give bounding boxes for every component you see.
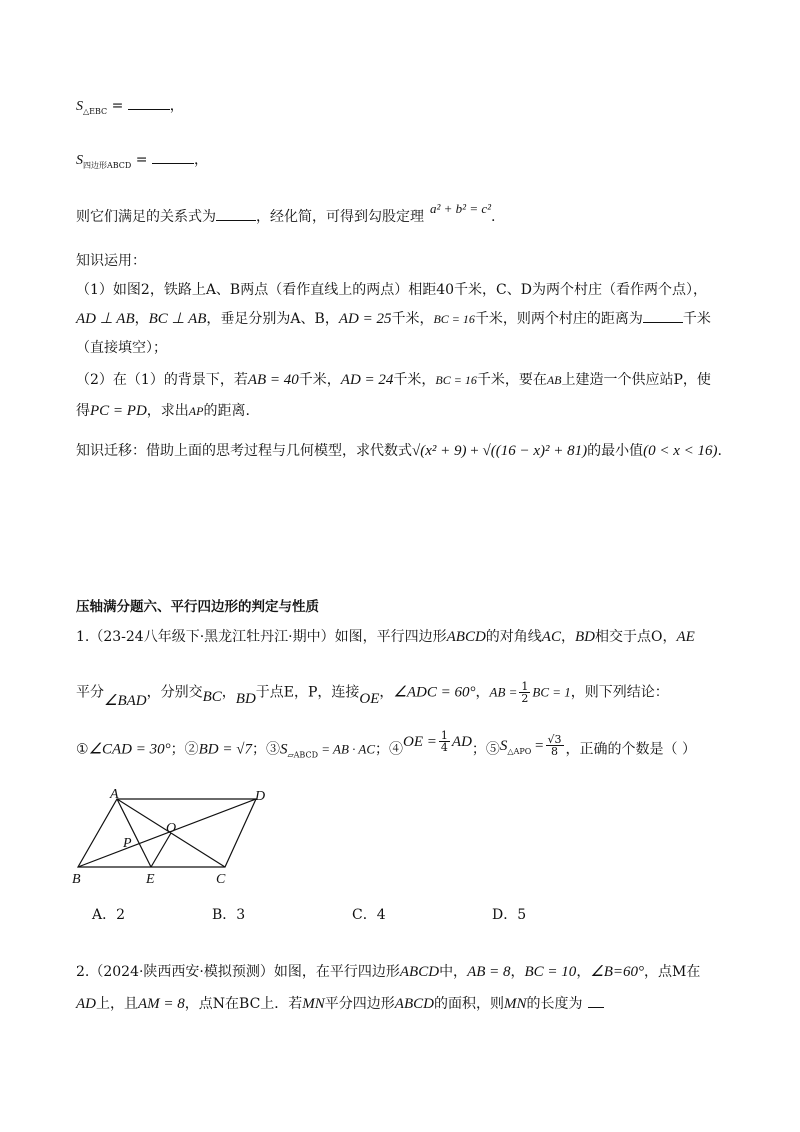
- math: ∠ADC = 60°: [393, 684, 476, 701]
- equals: =: [107, 98, 128, 114]
- pythagorean-formula: a² + b² = c²: [430, 201, 492, 216]
- math: S: [499, 737, 508, 754]
- text: （2）在（1）的背景下，若: [76, 372, 248, 388]
- math: AD: [76, 996, 96, 1012]
- text: ，点N在BC上．若: [184, 996, 303, 1012]
- area-symbol: S: [76, 153, 83, 168]
- text: 中，: [439, 964, 468, 980]
- math: ∠BAD: [104, 692, 147, 709]
- text: 的对角线: [485, 629, 542, 645]
- denominator: 4: [440, 741, 448, 754]
- text: 千米，: [298, 372, 341, 388]
- comma: ，: [169, 98, 184, 114]
- text: 千米: [682, 311, 711, 327]
- math: AE: [676, 629, 695, 645]
- text: 的长度为: [526, 996, 583, 1012]
- range: (0 < x < 16): [643, 443, 718, 459]
- text: ，: [510, 964, 525, 980]
- comma: ，: [193, 152, 208, 168]
- math: BC = 10: [524, 964, 577, 980]
- math: BC ⊥ AB: [148, 311, 207, 327]
- math: AB = 8: [467, 964, 511, 980]
- text: 的面积，则: [433, 996, 504, 1012]
- choice-d[interactable]: D．5: [492, 907, 527, 923]
- p1-line-c: [76, 729, 696, 766]
- knowledge-application-heading: 知识运用：: [76, 253, 146, 269]
- math: AD = 25: [338, 311, 392, 327]
- q1-line-b: [76, 309, 711, 329]
- text: 平分四边形: [324, 996, 395, 1012]
- text: 的距离.: [203, 403, 250, 419]
- text: ，分别交: [146, 684, 203, 701]
- text: 1.（23-24八年级下·黑龙江牡丹江·期中）如图，平行四边形: [76, 629, 447, 645]
- math: = AB · AC: [318, 741, 376, 757]
- equals: =: [131, 152, 152, 168]
- p1-line-a: [76, 627, 695, 647]
- subscript: △APO: [507, 746, 532, 756]
- label-e: E: [146, 872, 155, 886]
- text: ①: [76, 741, 89, 758]
- section-heading: 压轴满分题六、平行四边形的判定与性质: [76, 599, 319, 615]
- label-b: B: [72, 872, 81, 886]
- text: 千米，则两个村庄的距离为: [474, 311, 643, 327]
- area-abcd-line: [76, 150, 208, 176]
- math: ABCD: [399, 964, 440, 980]
- label-o: O: [166, 821, 177, 836]
- math: AD: [451, 733, 472, 750]
- text: ，则下列结论：: [570, 684, 669, 701]
- denominator: 8: [551, 745, 559, 758]
- text: 千米，: [391, 311, 434, 327]
- area-subscript: 四边形ABCD: [83, 161, 132, 170]
- math: AB =: [489, 684, 518, 700]
- text: 千米，要在: [476, 372, 547, 388]
- text: ；⑤: [471, 741, 500, 758]
- math: S: [280, 741, 288, 758]
- relation-prefix: 则它们满足的关系式为: [76, 209, 216, 225]
- math: AC: [541, 629, 561, 645]
- relation-line: [76, 201, 496, 227]
- math: MN: [302, 996, 325, 1012]
- math: AM = 8: [138, 996, 185, 1012]
- math: MN: [503, 996, 527, 1012]
- text: ；②: [170, 741, 199, 758]
- area-subscript: △EBC: [83, 107, 108, 116]
- period: .: [491, 209, 496, 225]
- text: ，正确的个数是（ ）: [565, 741, 696, 758]
- answer-blank[interactable]: [588, 995, 604, 1008]
- math: AD = 24: [340, 372, 394, 388]
- math: ∠CAD = 30°: [88, 741, 171, 758]
- denominator: 2: [521, 692, 529, 705]
- math: BD: [235, 690, 256, 707]
- math: BC: [202, 688, 222, 705]
- text: 上，且: [96, 996, 138, 1012]
- text: ，: [379, 684, 394, 701]
- area-symbol: S: [76, 99, 83, 114]
- math: OE =: [403, 733, 437, 750]
- text: 平分: [76, 684, 104, 701]
- math: ABCD: [446, 629, 486, 645]
- text: 于点E，P，连接: [255, 684, 360, 701]
- relation-mid: ，经化简，可得到勾股定理: [256, 209, 424, 225]
- math: =: [531, 737, 544, 754]
- plus: +: [466, 443, 483, 459]
- transfer-line: [76, 441, 722, 461]
- label-a: A: [110, 787, 119, 802]
- numerator: 1: [440, 729, 448, 742]
- math: BC = 1: [532, 684, 571, 700]
- text: ；④: [375, 741, 404, 758]
- text: 上建造一个供应站P，使: [561, 372, 711, 388]
- radical-2: √((16 − x)² + 81): [482, 443, 588, 459]
- numerator: √3: [547, 733, 562, 746]
- math: BC = 16: [433, 312, 475, 326]
- p2-line-b: [76, 994, 604, 1014]
- answer-blank[interactable]: [216, 208, 256, 221]
- period: .: [717, 443, 722, 459]
- math: AP: [188, 404, 204, 418]
- radical-1: √(x² + 9): [412, 443, 467, 459]
- fraction-sqrt3-8: [546, 734, 564, 757]
- text: 2.（2024·陕西西安·模拟预测）如图，在平行四边形: [76, 964, 400, 980]
- answer-blank[interactable]: [128, 97, 170, 110]
- p1-line-b: [76, 680, 669, 709]
- choice-b[interactable]: B．3: [212, 907, 246, 923]
- math: AD ⊥ AB: [76, 311, 135, 327]
- math: OE: [359, 690, 380, 707]
- fraction-quarter: [439, 730, 450, 753]
- math: PC = PD: [90, 403, 147, 419]
- answer-blank[interactable]: [643, 310, 683, 323]
- text: ，: [576, 964, 591, 980]
- label-c: C: [216, 872, 226, 886]
- answer-blank[interactable]: [152, 151, 194, 164]
- math: BD: [574, 629, 595, 645]
- text: ，垂足分别为A、B，: [206, 311, 339, 327]
- math: BD = √7: [198, 741, 252, 758]
- math: AB = 40: [247, 372, 299, 388]
- label-p: P: [123, 836, 132, 851]
- choice-c[interactable]: C．4: [352, 907, 386, 923]
- text: ；③: [252, 741, 280, 758]
- text: 的最小值: [587, 443, 644, 459]
- q1-line-c: （直接填空）；: [76, 340, 167, 356]
- text: 知识迁移：借助上面的思考过程与几何模型，求代数式: [76, 443, 412, 459]
- parallelogram-figure: [70, 786, 280, 886]
- label-d: D: [255, 789, 266, 804]
- p2-line-a: [76, 962, 700, 982]
- math: ABCD: [394, 996, 434, 1012]
- text: ，点M在: [644, 964, 701, 980]
- text: ，: [560, 629, 575, 645]
- subscript: ▱ABCD: [287, 750, 318, 760]
- area-ebc-line: [76, 96, 184, 122]
- text: 相交于点O，: [594, 629, 677, 645]
- text: 千米，: [393, 372, 436, 388]
- fraction-half: [519, 681, 530, 704]
- numerator: 1: [521, 680, 529, 693]
- q2-line-b: [76, 401, 250, 421]
- text: ，求出: [146, 403, 189, 419]
- text: ，: [221, 684, 236, 701]
- math: AB: [546, 373, 562, 387]
- text: ，: [475, 684, 490, 701]
- math: ∠B=60°: [590, 964, 645, 980]
- choice-a[interactable]: A．2: [92, 907, 126, 923]
- q1-line-a: （1）如图2，铁路上A、B两点（看作直线上的两点）相距40千米，C、D为两个村庄（看作两个点），: [76, 282, 707, 298]
- text: ，: [134, 311, 149, 327]
- q2-line-a: [76, 370, 711, 390]
- math: BC = 16: [435, 373, 477, 387]
- text: 得: [76, 403, 90, 419]
